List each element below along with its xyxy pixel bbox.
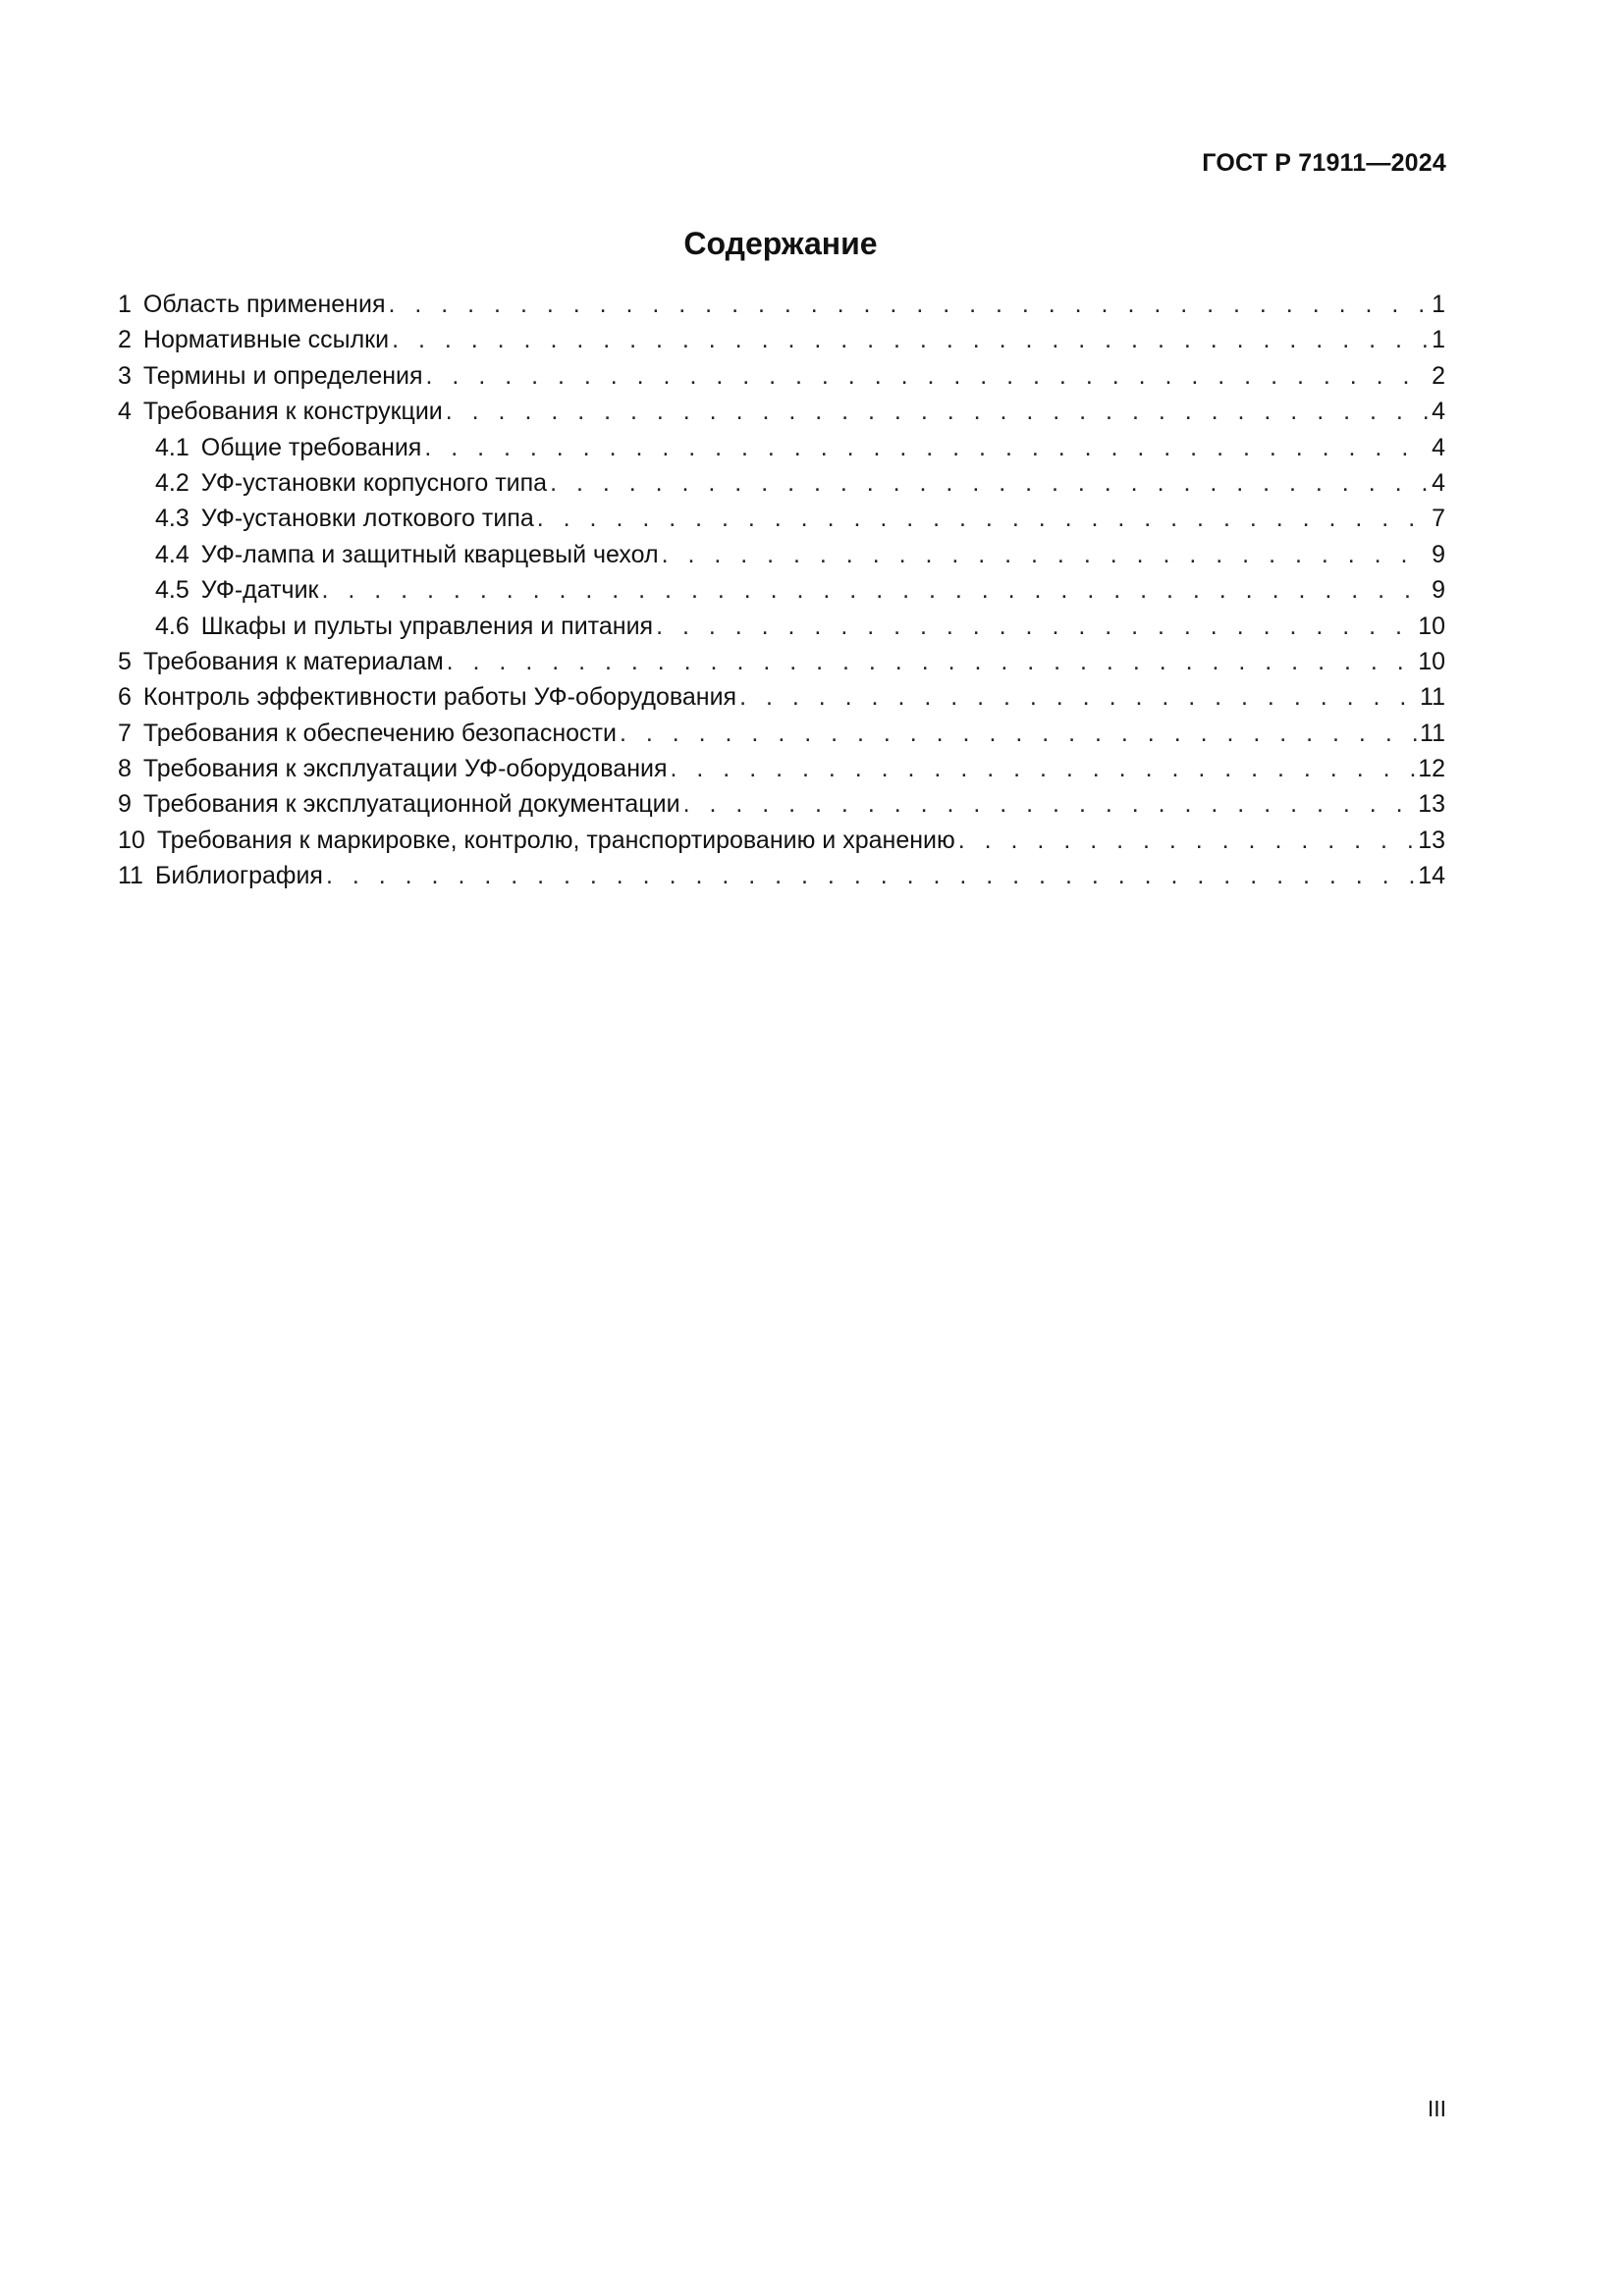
- toc-item[interactable]: [118, 790, 1445, 826]
- toc-item-number: 4.3: [155, 505, 189, 533]
- toc-item-page: 1: [1432, 326, 1445, 354]
- toc-item-page: 14: [1418, 862, 1445, 890]
- toc-item-number: 10: [118, 826, 145, 854]
- toc-item-number: 1: [118, 291, 132, 318]
- toc-item-number: 9: [118, 790, 132, 819]
- toc-item-title: УФ-установки корпусного типа: [200, 468, 548, 497]
- toc-item-page: 11: [1420, 683, 1445, 712]
- toc-item-title: Требования к эксплуатации УФ-оборудования: [142, 755, 668, 783]
- toc-item[interactable]: [118, 827, 1445, 862]
- toc-item-title: Библиография: [154, 862, 323, 890]
- toc-item-number: 4.2: [155, 468, 189, 497]
- dot-leader: [326, 862, 1415, 890]
- toc-item-title: Термины и определения: [142, 361, 423, 390]
- toc-subitem[interactable]: [118, 434, 1445, 469]
- toc-item-number: 5: [118, 647, 132, 675]
- toc-item-page: 1: [1432, 291, 1445, 318]
- dot-leader: [656, 613, 1415, 641]
- toc-subitem[interactable]: [118, 576, 1445, 612]
- dot-leader: [321, 576, 1429, 605]
- dot-leader: [447, 648, 1416, 676]
- toc-item-number: 4.6: [155, 612, 189, 640]
- dot-leader: [739, 683, 1417, 712]
- toc-subitem[interactable]: [118, 613, 1445, 648]
- toc-item-number: 2: [118, 326, 132, 354]
- toc-item-number: 3: [118, 361, 132, 390]
- dot-leader: [388, 291, 1429, 319]
- dot-leader: [537, 505, 1429, 533]
- toc-item-number: 4: [118, 398, 132, 426]
- toc-item[interactable]: [118, 291, 1445, 326]
- dot-leader: [446, 398, 1429, 426]
- dot-leader: [671, 755, 1416, 783]
- toc-item-title: Область применения: [142, 291, 386, 318]
- toc-item-title: Нормативные ссылки: [142, 326, 390, 354]
- toc-item[interactable]: [118, 326, 1445, 361]
- page-number: III: [1427, 2096, 1446, 2121]
- toc-item[interactable]: [118, 862, 1445, 897]
- toc-item-title: Общие требования: [200, 433, 422, 461]
- toc-item-title: Требования к материалам: [142, 647, 444, 675]
- toc-item-title: УФ-установки лоткового типа: [200, 505, 534, 533]
- toc-item-number: 4.4: [155, 540, 189, 568]
- toc-item-number: 8: [118, 755, 132, 783]
- toc-item[interactable]: [118, 720, 1445, 755]
- toc-item-page: 12: [1418, 755, 1445, 783]
- toc-item-page: 2: [1432, 361, 1445, 390]
- toc-item[interactable]: [118, 648, 1445, 683]
- dot-leader: [683, 790, 1416, 819]
- toc-item-number: 4.5: [155, 576, 189, 605]
- toc-item-page: 7: [1432, 505, 1445, 533]
- toc-subitem[interactable]: [118, 505, 1445, 540]
- toc-item[interactable]: [118, 362, 1445, 398]
- dot-leader: [550, 469, 1429, 498]
- toc-item[interactable]: [118, 755, 1445, 790]
- toc-item-page: 9: [1432, 540, 1445, 568]
- toc-item-page: 4: [1432, 398, 1445, 426]
- toc-item-title: Контроль эффективности работы УФ-оборудования: [142, 683, 737, 712]
- dot-leader: [426, 362, 1430, 391]
- toc-item-title: Требования к обеспечению безопасности: [142, 719, 617, 747]
- dot-leader: [958, 827, 1415, 855]
- toc-title: Содержание: [683, 226, 878, 261]
- toc-item[interactable]: [118, 398, 1445, 433]
- toc-item-title: Шкафы и пульты управления и питания: [200, 612, 654, 640]
- toc-item-page: 13: [1418, 826, 1445, 854]
- dot-leader: [424, 434, 1429, 462]
- document-code: ГОСТ Р 71911—2024: [1202, 149, 1446, 177]
- toc-item-title: Требования к маркировке, контролю, транспортированию и хранению: [156, 826, 955, 854]
- toc-item-page: 10: [1418, 612, 1445, 640]
- toc-item-title: УФ-датчик: [200, 576, 319, 605]
- toc-item-page: 9: [1432, 576, 1445, 605]
- dot-leader: [620, 720, 1417, 748]
- toc-subitem[interactable]: [118, 469, 1445, 505]
- toc-subitem[interactable]: [118, 541, 1445, 576]
- dot-leader: [392, 326, 1429, 354]
- toc-item-title: УФ-лампа и защитный кварцевый чехол: [200, 540, 659, 568]
- toc-item-number: 4.1: [155, 433, 189, 461]
- toc-item-number: 7: [118, 719, 132, 747]
- toc-item[interactable]: [118, 683, 1445, 719]
- toc-item-title: Требования к эксплуатационной документации: [142, 790, 680, 819]
- toc-item-number: 6: [118, 683, 132, 712]
- toc-item-page: 11: [1420, 719, 1445, 747]
- dot-leader: [662, 541, 1430, 569]
- table-of-contents: [118, 291, 1445, 898]
- toc-item-page: 10: [1418, 647, 1445, 675]
- toc-item-title: Требования к конструкции: [142, 398, 443, 426]
- toc-item-number: 11: [118, 862, 143, 890]
- toc-item-page: 4: [1432, 468, 1445, 497]
- toc-item-page: 13: [1418, 790, 1445, 819]
- toc-item-page: 4: [1432, 433, 1445, 461]
